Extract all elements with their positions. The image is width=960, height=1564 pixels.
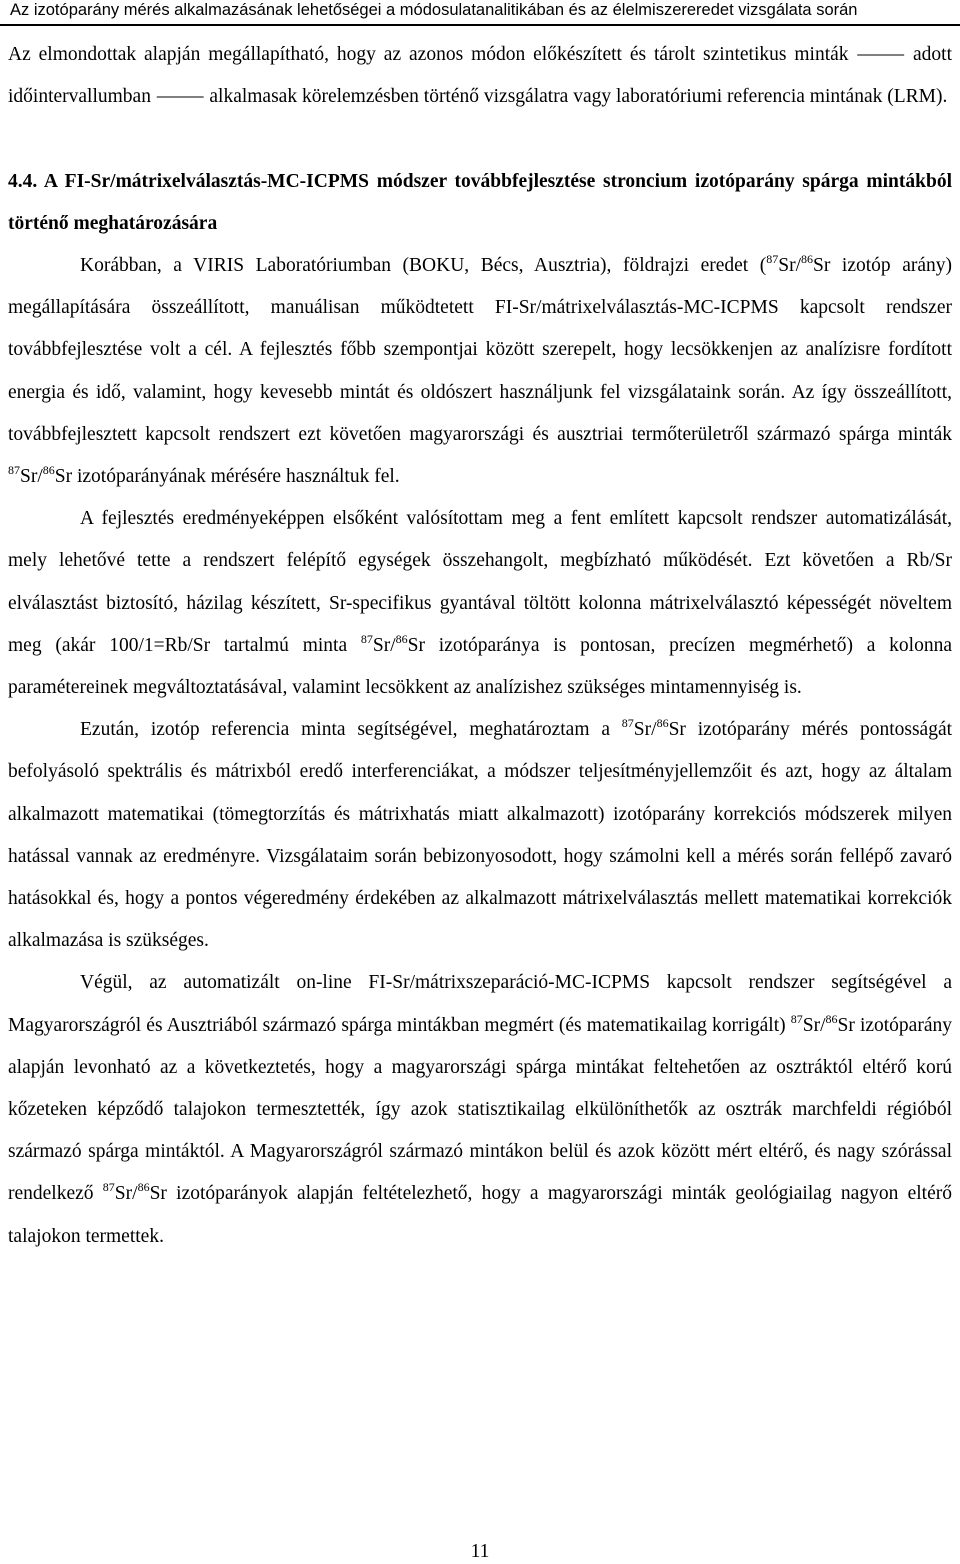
paragraph-3: Ezután, izotóp referencia minta segítségével, meghatároztam a $^{87}$Sr/$^{86}$Sr izotóparány mérés pontosságát befolyásoló spektrális és mátrixból eredő interferenciákat, a módszer teljesítményjellemzőit és azt, hogy az általam alkalmazott matematikai (tömegtorzítás és mátrixhatás miatt alkalmazott) izotóparány korrekciós módszerek milyen hatással vannak az eredményre. Vizsgálataim során bebizonyosodott, hogy számolni kell a mérés során fellépő zavaró hatásokkal és, hogy a pontos végeredmény érdekében az alkalmazott mátrixelválasztás mellett matematikai korrekciók alkalmazása is szükséges. [8, 716, 953, 952]
paragraph-2: A fejlesztés eredményeképpen elsőként valósítottam meg a fent említett kapcsolt rendszer automatizálását, mely lehetővé tette a rendszert felépítő egységek összehangolt, megbízható működését. Ezt követően a Rb/Sr elválasztást biztosító, házilag készített, Sr-specifikus gyantával töltött kolonna mátrixelválasztó képességét növeltem meg (akár 100/1=Rb/Sr tartalmú minta $^{87}$Sr/$^{86}$Sr izotóparánya is pontosan, precízen megmérhető) a kolonna paramétereinek megváltoztatásával, valamint lecsökkent az analízishez szükséges mintamennyiség is. [8, 508, 952, 699]
intro-paragraph: Az elmondottak alapján megállapítható, hogy az azonos módon előkészített és tárolt szintetikus minták ⸻ adott időintervallumban ⸻ alkalmasak körelemzésben történő vizsgálatra vagy laboratóriumi referencia mintának (LRM). [8, 44, 952, 108]
running-header: Az izotóparány mérés alkalmazásának lehetőségei a módosulatanalitikában és az élelmiszereredet vizsgálata során [0, 0, 960, 26]
page-number: 11 [470, 1541, 490, 1562]
paragraph-1: Korábban, a VIRIS Laboratóriumban (BOKU, Bécs, Ausztria), földrajzi eredet ($^{87}$Sr/$^{86}$Sr izotóp arány) megállapítására összeállított, manuálisan működtetett FI-Sr/mátrixelválasztás-MC-ICPMS kapcsolt rendszer továbbfejlesztése volt a cél. A fejlesztés főbb szempontjai között szerepelt, hogy lecsökkenjen az analízisre fordított energia és idő, valamint, hogy kevesebb mintát és oldószert használjunk fel vizsgálataink során. Az így összeállított, továbbfejlesztett kapcsolt rendszert ezt követően magyarországi és ausztriai termőterületről származó spárga minták $^{87}$Sr/$^{86}$Sr izotóparányának mérésére használtuk fel. [8, 252, 952, 488]
section-heading: 4.4. A FI-Sr/mátrixelválasztás-MC-ICPMS módszer továbbfejlesztése stroncium izotóparány spárga mintákból történő meghatározására [8, 170, 952, 234]
document-body [8, 34, 952, 1258]
paragraph-4: Végül, az automatizált on-line FI-Sr/mátrixszeparáció-MC-ICPMS kapcsolt rendszer segítségével a Magyarországról és Ausztriából származó spárga mintákban megmért (és matematikailag korrigált) $^{87}$Sr/$^{86}$Sr izotóparány alapján levonható az a következtetés, hogy a magyarországi spárga mintákat feltehetően az osztráktól eltérő korú kőzeteken képződő talajokon termesztették, így azok statisztikailag elkülöníthetők az osztrák marchfeldi régióból származó spárga mintáktól. A Magyarországról származó mintákon belül és azok között mért eltérő, és nagy szórással rendelkező $^{87}$Sr/$^{86}$Sr izotóparányok alapján feltételezhető, hogy a magyarországi minták geológiailag nagyon eltérő talajokon termettek. [8, 972, 952, 1247]
